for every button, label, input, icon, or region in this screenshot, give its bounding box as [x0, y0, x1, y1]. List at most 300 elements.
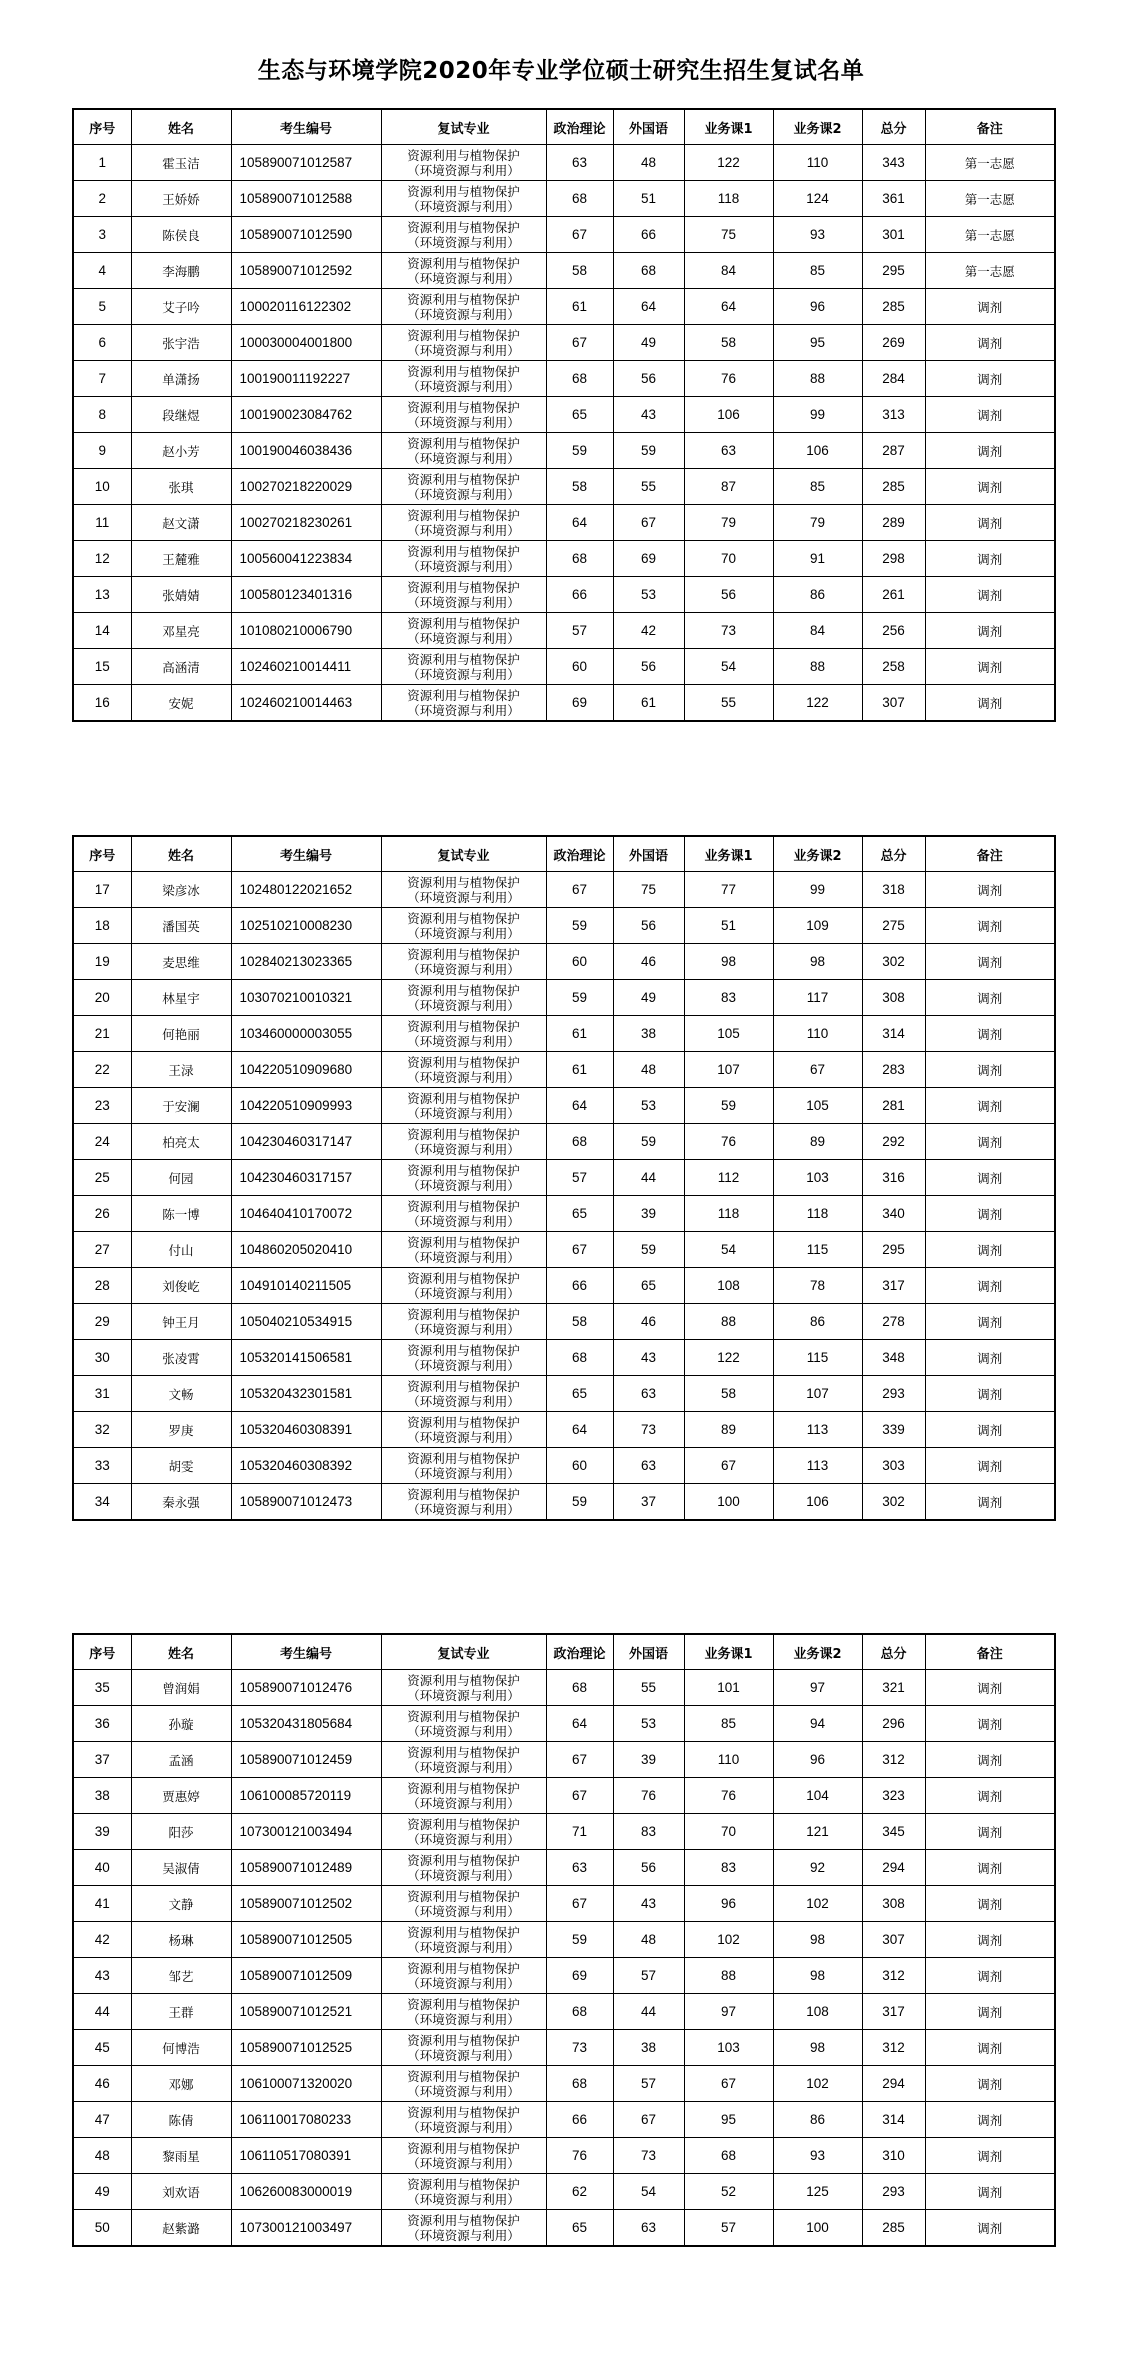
cell-name: 刘欢语 [131, 2174, 231, 2210]
cell-seq: 19 [73, 944, 131, 980]
header-course2: 业务课2 [773, 109, 862, 145]
table-row [73, 2030, 1055, 2066]
major-line2: （环境资源与利用） [407, 1249, 520, 1265]
cell-name: 邓娜 [131, 2066, 231, 2102]
cell-remark: 调剂 [925, 649, 1055, 685]
major-line2: （环境资源与利用） [407, 1939, 520, 1955]
cell-total: 303 [862, 1448, 925, 1484]
cell-foreign-lang: 54 [613, 2174, 684, 2210]
table-row [73, 145, 1055, 181]
cell-course2: 108 [773, 1994, 862, 2030]
major-line1: 资源利用与植物保护 [407, 291, 520, 307]
cell-exam-id: 105890071012509 [231, 1958, 381, 1994]
cell-course1: 108 [684, 1268, 773, 1304]
cell-politics: 67 [546, 1886, 613, 1922]
major-line1: 资源利用与植物保护 [407, 1234, 520, 1250]
cell-foreign-lang: 64 [613, 289, 684, 325]
cell-foreign-lang: 43 [613, 1886, 684, 1922]
major-line2: （环境资源与利用） [407, 522, 520, 538]
cell-politics: 57 [546, 613, 613, 649]
cell-course1: 59 [684, 1088, 773, 1124]
cell-seq: 25 [73, 1160, 131, 1196]
cell-remark: 调剂 [925, 1886, 1055, 1922]
cell-total: 302 [862, 1484, 925, 1521]
cell-course1: 70 [684, 1814, 773, 1850]
cell-course2: 98 [773, 1922, 862, 1958]
major-line2: （环境资源与利用） [407, 2011, 520, 2027]
cell-foreign-lang: 55 [613, 469, 684, 505]
cell-name: 胡雯 [131, 1448, 231, 1484]
cell-exam-id: 105890071012525 [231, 2030, 381, 2066]
cell-seq: 3 [73, 217, 131, 253]
cell-seq: 10 [73, 469, 131, 505]
cell-foreign-lang: 57 [613, 1958, 684, 1994]
cell-foreign-lang: 53 [613, 1706, 684, 1742]
cell-exam-id: 106110517080391 [231, 2138, 381, 2174]
cell-course1: 102 [684, 1922, 773, 1958]
cell-course2: 125 [773, 2174, 862, 2210]
cell-remark: 调剂 [925, 1814, 1055, 1850]
header-total: 总分 [862, 1634, 925, 1670]
cell-foreign-lang: 49 [613, 325, 684, 361]
cell-politics: 68 [546, 541, 613, 577]
header-exam-id: 考生编号 [231, 109, 381, 145]
cell-total: 340 [862, 1196, 925, 1232]
cell-total: 289 [862, 505, 925, 541]
cell-course1: 76 [684, 361, 773, 397]
cell-exam-id: 105890071012473 [231, 1484, 381, 1521]
cell-course2: 115 [773, 1340, 862, 1376]
cell-name: 王群 [131, 1994, 231, 2030]
cell-name: 赵小芳 [131, 433, 231, 469]
cell-foreign-lang: 43 [613, 397, 684, 433]
cell-total: 285 [862, 289, 925, 325]
cell-course1: 51 [684, 908, 773, 944]
cell-foreign-lang: 68 [613, 253, 684, 289]
major-line1: 资源利用与植物保护 [407, 1414, 520, 1430]
cell-course2: 93 [773, 217, 862, 253]
table-row [73, 1340, 1055, 1376]
cell-major [381, 433, 546, 469]
cell-foreign-lang: 55 [613, 1670, 684, 1706]
major-line1: 资源利用与植物保护 [407, 910, 520, 926]
cell-course1: 68 [684, 2138, 773, 2174]
cell-seq: 36 [73, 1706, 131, 1742]
cell-course2: 84 [773, 613, 862, 649]
cell-remark: 第一志愿 [925, 181, 1055, 217]
cell-seq: 47 [73, 2102, 131, 2138]
cell-remark: 第一志愿 [925, 145, 1055, 181]
major-line2: （环境资源与利用） [407, 1831, 520, 1847]
major-line2: （环境资源与利用） [407, 2191, 520, 2207]
cell-major [381, 217, 546, 253]
cell-course2: 98 [773, 944, 862, 980]
cell-foreign-lang: 48 [613, 1922, 684, 1958]
cell-politics: 67 [546, 872, 613, 908]
cell-major [381, 1886, 546, 1922]
cell-exam-id: 100030004001800 [231, 325, 381, 361]
cell-exam-id: 100270218220029 [231, 469, 381, 505]
table-row [73, 2138, 1055, 2174]
cell-total: 293 [862, 2174, 925, 2210]
cell-course1: 87 [684, 469, 773, 505]
cell-course1: 112 [684, 1160, 773, 1196]
cell-remark: 调剂 [925, 1778, 1055, 1814]
cell-remark: 调剂 [925, 505, 1055, 541]
cell-major [381, 253, 546, 289]
cell-name: 文静 [131, 1886, 231, 1922]
major-line1: 资源利用与植物保护 [407, 219, 520, 235]
cell-foreign-lang: 48 [613, 145, 684, 181]
cell-major [381, 1958, 546, 1994]
cell-name: 罗庚 [131, 1412, 231, 1448]
major-line1: 资源利用与植物保护 [407, 651, 520, 667]
cell-seq: 33 [73, 1448, 131, 1484]
table-row [73, 361, 1055, 397]
cell-course2: 109 [773, 908, 862, 944]
major-line1: 资源利用与植物保护 [407, 1090, 520, 1106]
cell-total: 285 [862, 469, 925, 505]
cell-name: 赵紫潞 [131, 2210, 231, 2247]
major-line2: （环境资源与利用） [407, 997, 520, 1013]
cell-foreign-lang: 76 [613, 1778, 684, 1814]
cell-remark: 调剂 [925, 1706, 1055, 1742]
major-line2: （环境资源与利用） [407, 961, 520, 977]
cell-total: 301 [862, 217, 925, 253]
table-row [73, 1742, 1055, 1778]
cell-remark: 调剂 [925, 1994, 1055, 2030]
major-line1: 资源利用与植物保护 [407, 507, 520, 523]
table-row [73, 1484, 1055, 1521]
cell-seq: 28 [73, 1268, 131, 1304]
major-line1: 资源利用与植物保护 [407, 2176, 520, 2192]
cell-course1: 89 [684, 1412, 773, 1448]
table-row [73, 1268, 1055, 1304]
cell-remark: 调剂 [925, 1160, 1055, 1196]
major-line2: （环境资源与利用） [407, 2083, 520, 2099]
cell-exam-id: 100270218230261 [231, 505, 381, 541]
cell-total: 312 [862, 1742, 925, 1778]
cell-total: 285 [862, 2210, 925, 2247]
header-row [73, 109, 1055, 145]
cell-remark: 调剂 [925, 433, 1055, 469]
cell-major [381, 1742, 546, 1778]
cell-remark: 调剂 [925, 685, 1055, 722]
header-foreign-lang: 外国语 [613, 109, 684, 145]
major-line2: （环境资源与利用） [407, 702, 520, 718]
cell-remark: 调剂 [925, 1232, 1055, 1268]
cell-exam-id: 104860205020410 [231, 1232, 381, 1268]
cell-total: 361 [862, 181, 925, 217]
cell-exam-id: 105320460308391 [231, 1412, 381, 1448]
cell-course2: 93 [773, 2138, 862, 2174]
cell-seq: 22 [73, 1052, 131, 1088]
cell-politics: 71 [546, 1814, 613, 1850]
cell-course2: 99 [773, 872, 862, 908]
table-row [73, 181, 1055, 217]
header-remark: 备注 [925, 1634, 1055, 1670]
cell-name: 何博浩 [131, 2030, 231, 2066]
cell-seq: 45 [73, 2030, 131, 2066]
cell-foreign-lang: 53 [613, 577, 684, 613]
cell-exam-id: 104910140211505 [231, 1268, 381, 1304]
cell-course1: 52 [684, 2174, 773, 2210]
cell-politics: 68 [546, 2066, 613, 2102]
cell-name: 孙璇 [131, 1706, 231, 1742]
cell-exam-id: 107300121003497 [231, 2210, 381, 2247]
table-row [73, 1016, 1055, 1052]
cell-name: 于安澜 [131, 1088, 231, 1124]
table-row [73, 1196, 1055, 1232]
roster-table-2 [72, 835, 1056, 1521]
header-course1: 业务课1 [684, 1634, 773, 1670]
cell-remark: 调剂 [925, 541, 1055, 577]
cell-name: 邹艺 [131, 1958, 231, 1994]
cell-name: 杨琳 [131, 1922, 231, 1958]
cell-course1: 98 [684, 944, 773, 980]
cell-seq: 32 [73, 1412, 131, 1448]
cell-course2: 92 [773, 1850, 862, 1886]
cell-major [381, 1850, 546, 1886]
major-line1: 资源利用与植物保护 [407, 1924, 520, 1940]
cell-politics: 59 [546, 1484, 613, 1521]
cell-exam-id: 105890071012476 [231, 1670, 381, 1706]
major-line2: （环境资源与利用） [407, 630, 520, 646]
cell-foreign-lang: 73 [613, 2138, 684, 2174]
table-row [73, 397, 1055, 433]
major-line2: （环境资源与利用） [407, 2119, 520, 2135]
cell-remark: 调剂 [925, 872, 1055, 908]
cell-remark: 调剂 [925, 2174, 1055, 2210]
cell-remark: 调剂 [925, 944, 1055, 980]
cell-seq: 13 [73, 577, 131, 613]
cell-exam-id: 104220510909993 [231, 1088, 381, 1124]
major-line2: （环境资源与利用） [407, 2155, 520, 2171]
major-line1: 资源利用与植物保护 [407, 2212, 520, 2228]
cell-name: 安妮 [131, 685, 231, 722]
cell-foreign-lang: 63 [613, 1376, 684, 1412]
cell-remark: 第一志愿 [925, 253, 1055, 289]
major-line1: 资源利用与植物保护 [407, 399, 520, 415]
cell-major [381, 980, 546, 1016]
cell-course2: 96 [773, 1742, 862, 1778]
major-line1: 资源利用与植物保护 [407, 946, 520, 962]
cell-name: 赵文潇 [131, 505, 231, 541]
table-row [73, 2210, 1055, 2247]
cell-foreign-lang: 57 [613, 2066, 684, 2102]
header-remark: 备注 [925, 836, 1055, 872]
cell-politics: 61 [546, 289, 613, 325]
cell-course2: 124 [773, 181, 862, 217]
cell-course1: 64 [684, 289, 773, 325]
cell-course1: 105 [684, 1016, 773, 1052]
cell-name: 阳莎 [131, 1814, 231, 1850]
cell-course2: 102 [773, 1886, 862, 1922]
cell-course1: 107 [684, 1052, 773, 1088]
cell-total: 296 [862, 1706, 925, 1742]
cell-seq: 15 [73, 649, 131, 685]
cell-name: 秦永强 [131, 1484, 231, 1521]
cell-total: 339 [862, 1412, 925, 1448]
major-line1: 资源利用与植物保护 [407, 1780, 520, 1796]
cell-total: 345 [862, 1814, 925, 1850]
cell-remark: 调剂 [925, 577, 1055, 613]
header-major: 复试专业 [381, 1634, 546, 1670]
cell-foreign-lang: 43 [613, 1340, 684, 1376]
major-line2: （环境资源与利用） [407, 306, 520, 322]
cell-exam-id: 106100071320020 [231, 2066, 381, 2102]
major-line1: 资源利用与植物保护 [407, 1672, 520, 1688]
table-row [73, 872, 1055, 908]
cell-foreign-lang: 59 [613, 433, 684, 469]
cell-exam-id: 100190046038436 [231, 433, 381, 469]
cell-course2: 102 [773, 2066, 862, 2102]
cell-name: 王麓雅 [131, 541, 231, 577]
cell-course2: 106 [773, 433, 862, 469]
cell-politics: 68 [546, 1124, 613, 1160]
cell-name: 王娇娇 [131, 181, 231, 217]
cell-name: 单潇扬 [131, 361, 231, 397]
cell-foreign-lang: 61 [613, 685, 684, 722]
cell-exam-id: 105890071012588 [231, 181, 381, 217]
cell-total: 295 [862, 1232, 925, 1268]
cell-total: 312 [862, 1958, 925, 1994]
cell-major [381, 613, 546, 649]
cell-exam-id: 107300121003494 [231, 1814, 381, 1850]
cell-foreign-lang: 67 [613, 2102, 684, 2138]
cell-course2: 88 [773, 361, 862, 397]
cell-exam-id: 100190023084762 [231, 397, 381, 433]
major-line1: 资源利用与植物保护 [407, 1486, 520, 1502]
major-line2: （环境资源与利用） [407, 594, 520, 610]
cell-name: 文畅 [131, 1376, 231, 1412]
cell-major [381, 541, 546, 577]
cell-course2: 115 [773, 1232, 862, 1268]
cell-politics: 59 [546, 908, 613, 944]
cell-seq: 21 [73, 1016, 131, 1052]
cell-major [381, 649, 546, 685]
cell-seq: 8 [73, 397, 131, 433]
major-line2: （环境资源与利用） [407, 2047, 520, 2063]
table-row [73, 325, 1055, 361]
header-exam-id: 考生编号 [231, 836, 381, 872]
cell-course2: 104 [773, 1778, 862, 1814]
cell-name: 霍玉洁 [131, 145, 231, 181]
cell-politics: 68 [546, 181, 613, 217]
cell-politics: 73 [546, 2030, 613, 2066]
cell-remark: 调剂 [925, 2102, 1055, 2138]
table-row [73, 1814, 1055, 1850]
header-remark: 备注 [925, 109, 1055, 145]
cell-total: 294 [862, 1850, 925, 1886]
cell-major [381, 1448, 546, 1484]
major-line1: 资源利用与植物保护 [407, 615, 520, 631]
cell-total: 302 [862, 944, 925, 980]
cell-name: 贾惠婷 [131, 1778, 231, 1814]
table-row [73, 253, 1055, 289]
major-line1: 资源利用与植物保护 [407, 1306, 520, 1322]
cell-course1: 97 [684, 1994, 773, 2030]
cell-total: 317 [862, 1268, 925, 1304]
cell-name: 潘国英 [131, 908, 231, 944]
cell-remark: 调剂 [925, 980, 1055, 1016]
major-line2: （环境资源与利用） [407, 198, 520, 214]
cell-name: 陈一博 [131, 1196, 231, 1232]
cell-total: 292 [862, 1124, 925, 1160]
table-row [73, 1088, 1055, 1124]
cell-foreign-lang: 56 [613, 1850, 684, 1886]
cell-seq: 37 [73, 1742, 131, 1778]
cell-major [381, 325, 546, 361]
cell-seq: 35 [73, 1670, 131, 1706]
header-course1: 业务课1 [684, 836, 773, 872]
major-line2: （环境资源与利用） [407, 1903, 520, 1919]
cell-major [381, 289, 546, 325]
cell-total: 261 [862, 577, 925, 613]
cell-total: 312 [862, 2030, 925, 2066]
major-line2: （环境资源与利用） [407, 1069, 520, 1085]
cell-remark: 调剂 [925, 361, 1055, 397]
cell-name: 段继煜 [131, 397, 231, 433]
cell-course1: 79 [684, 505, 773, 541]
table-row [73, 1124, 1055, 1160]
table-row [73, 505, 1055, 541]
cell-politics: 64 [546, 1412, 613, 1448]
cell-course2: 121 [773, 1814, 862, 1850]
cell-major [381, 1124, 546, 1160]
cell-major [381, 469, 546, 505]
cell-course1: 55 [684, 685, 773, 722]
cell-seq: 4 [73, 253, 131, 289]
table-row [73, 577, 1055, 613]
cell-foreign-lang: 37 [613, 1484, 684, 1521]
cell-name: 张宇浩 [131, 325, 231, 361]
cell-major [381, 1484, 546, 1521]
cell-remark: 调剂 [925, 1742, 1055, 1778]
cell-exam-id: 106110017080233 [231, 2102, 381, 2138]
cell-major [381, 2030, 546, 2066]
cell-major [381, 944, 546, 980]
cell-politics: 59 [546, 433, 613, 469]
major-line2: （环境资源与利用） [407, 1357, 520, 1373]
cell-major [381, 1778, 546, 1814]
cell-foreign-lang: 59 [613, 1232, 684, 1268]
cell-remark: 调剂 [925, 325, 1055, 361]
cell-course1: 75 [684, 217, 773, 253]
cell-remark: 调剂 [925, 469, 1055, 505]
table-row [73, 2102, 1055, 2138]
cell-exam-id: 105890071012505 [231, 1922, 381, 1958]
table-row [73, 1304, 1055, 1340]
cell-remark: 调剂 [925, 1340, 1055, 1376]
cell-seq: 27 [73, 1232, 131, 1268]
table-row [73, 1052, 1055, 1088]
header-politics: 政治理论 [546, 109, 613, 145]
cell-course2: 94 [773, 1706, 862, 1742]
cell-politics: 67 [546, 1232, 613, 1268]
cell-seq: 46 [73, 2066, 131, 2102]
cell-course1: 84 [684, 253, 773, 289]
cell-course1: 106 [684, 397, 773, 433]
cell-course1: 77 [684, 872, 773, 908]
cell-course1: 63 [684, 433, 773, 469]
cell-course1: 100 [684, 1484, 773, 1521]
cell-foreign-lang: 49 [613, 980, 684, 1016]
cell-course1: 67 [684, 1448, 773, 1484]
cell-name: 钟王月 [131, 1304, 231, 1340]
cell-course1: 118 [684, 1196, 773, 1232]
table-row [73, 1850, 1055, 1886]
